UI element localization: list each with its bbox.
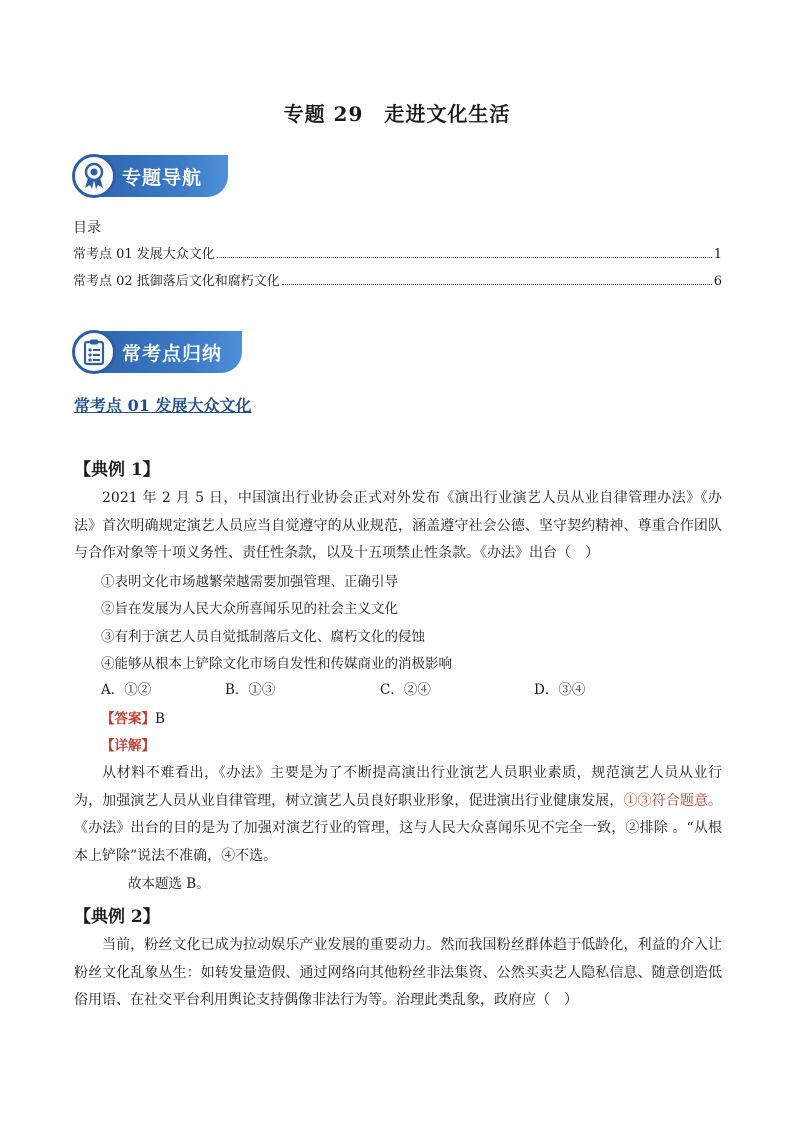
example-label: 【典例 2】 (74, 907, 160, 927)
option-statement: ①表明文化市场越繁荣越需要加强管理、正确引导 (101, 574, 398, 590)
page-title: 专题 29 走进文化生活 (283, 102, 511, 126)
answer-value: B (155, 711, 165, 727)
toc-leader (282, 284, 712, 285)
explanation-part: 《办法》出台的目的是为了加强对演艺行业的管理，这与人民大众喜闻乐见不完全一致，②排除 。“从根本上铲除”说法不准确，④不选。 (74, 820, 722, 864)
ribbon-badge-icon (72, 154, 116, 198)
toc-heading: 目录 (73, 220, 101, 236)
toc-item-label: 常考点 02 抵御落后文化和腐朽文化 (73, 274, 280, 289)
toc-item-page: 6 (713, 274, 722, 289)
clipboard-list-icon (72, 330, 116, 374)
explanation-part: 从材料不难看出，《办法》主要是为了不断提高演出行业演艺人员职业素质，规范演艺人员从业行为，加强演艺人员从业自律管理，树立演艺人员良好职业形象，促进演出行业健康发展， (74, 765, 722, 809)
explanation-text (74, 760, 722, 870)
section-heading[interactable]: 常考点 01 发展大众文化 (74, 396, 252, 415)
toc-item-label: 常考点 01 发展大众文化 (73, 247, 215, 262)
toc-item[interactable] (73, 269, 722, 289)
toc-item-page: 1 (713, 247, 722, 262)
option-statement: ④能够从根本上铲除文化市场自发性和传媒商业的消极影响 (101, 656, 452, 672)
answer-line (101, 707, 165, 727)
choice-d: D．③④ (534, 682, 586, 698)
toc-item[interactable] (73, 242, 722, 262)
explanation-highlight: ①③符合题意。 (623, 792, 723, 809)
detail-line (101, 734, 155, 754)
choice-c: C．②④ (380, 682, 431, 698)
option-statement: ③有利于演艺人员自觉抵制落后文化、腐朽文化的侵蚀 (101, 629, 425, 645)
banner-label: 常考点归纳 (122, 342, 223, 365)
banner-label: 专题导航 (122, 166, 203, 189)
answer-label: 【答案】 (101, 711, 155, 727)
banner-topic-navigation (74, 155, 228, 197)
example-label: 【典例 1】 (74, 460, 160, 480)
choice-b: B．①③ (225, 682, 276, 698)
question-stem: 2021 年 2 月 5 日，中国演出行业协会正式对外发布《演出行业演艺人员从业自律管理办法》《办法》首次明确规定演艺人员应当自觉遵守的从业规范，涵盖遵守社会公德、坚守契约精神、尊重合作团队与合作对象等十项义务性、责任性条款，以及十五项禁止性条款。《办法》出台（ ） (74, 490, 722, 561)
conclusion-line: 故本题选 B。 (128, 876, 210, 892)
option-statement: ②旨在发展为人民大众所喜闻乐见的社会主义文化 (101, 601, 398, 617)
toc-leader (217, 257, 712, 258)
detail-label: 【详解】 (101, 738, 155, 754)
choice-a: A．①② (101, 682, 152, 698)
banner-key-points (74, 331, 242, 373)
question-stem: 当前，粉丝文化已成为拉动娱乐产业发展的重要动力。然而我国粉丝群体趋于低龄化，利益的介入让粉丝文化乱象丛生：如转发量造假、通过网络向其他粉丝非法集资、公然买卖艺人隐私信息、随意创造低俗用语、在社交平台利用舆论支持偶像非法行为等。治理此类乱象，政府应（ ） (74, 937, 722, 1008)
